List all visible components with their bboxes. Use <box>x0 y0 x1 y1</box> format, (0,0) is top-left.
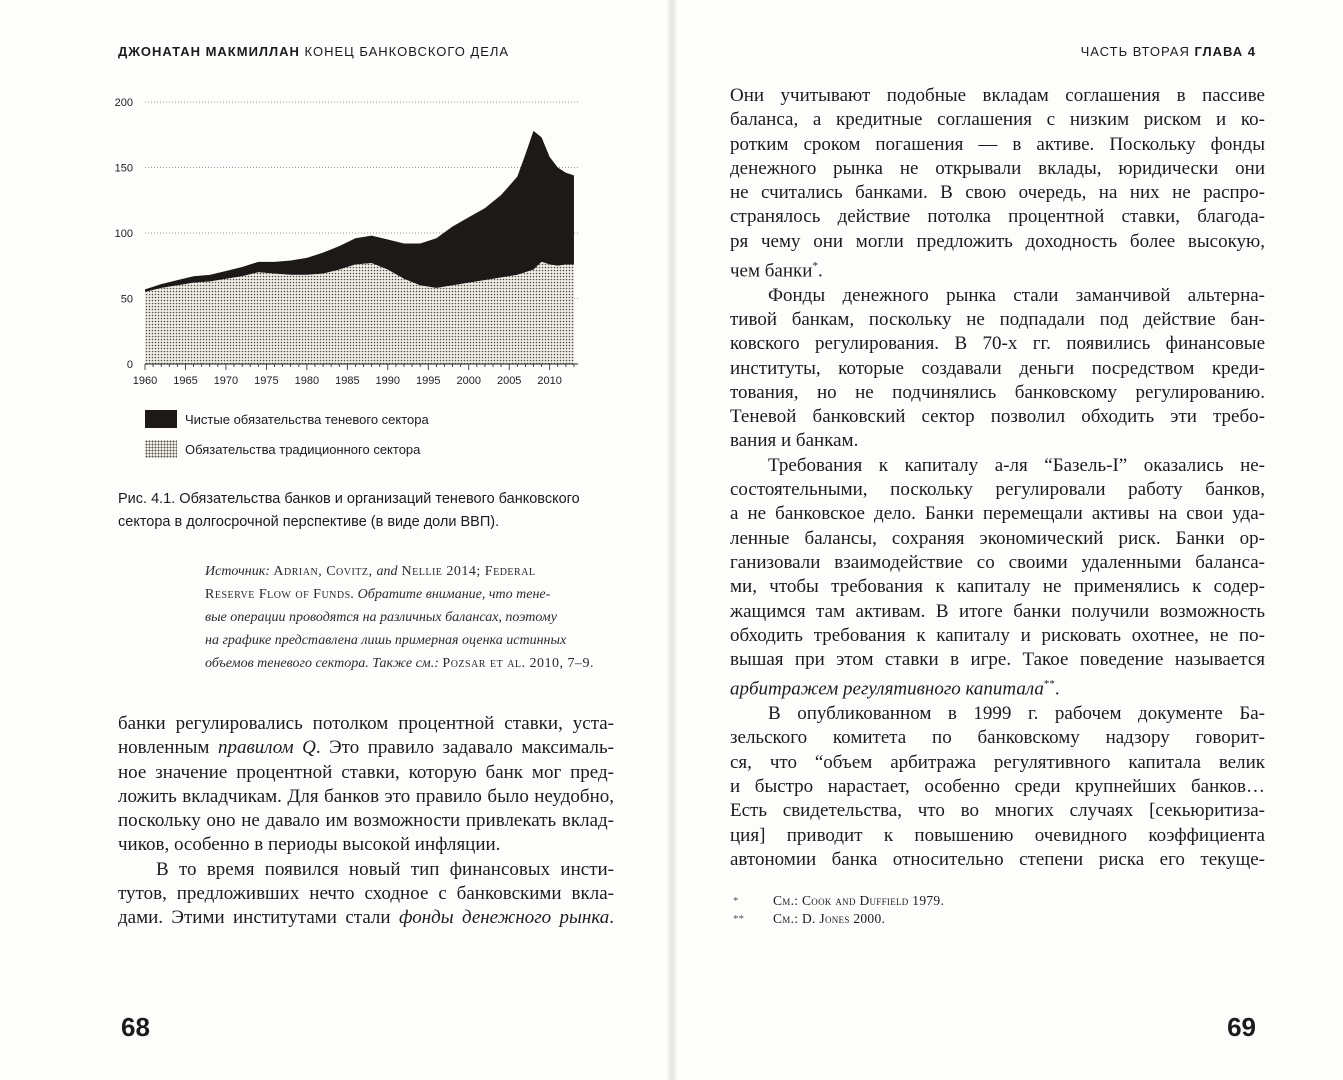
book-title: КОНЕЦ БАНКОВСКОГО ДЕЛА <box>299 44 510 59</box>
x-tick-label: 2000 <box>456 375 481 387</box>
body-line: не считались банками. В свою очередь, на них не распро- <box>730 182 1265 204</box>
chart-legend <box>145 408 429 468</box>
part-label: ЧАСТЬ ВТОРАЯ <box>1080 44 1195 59</box>
body-line: вания и банкам. <box>730 430 859 452</box>
y-tick-label: 0 <box>126 359 133 371</box>
x-tick-label: 1965 <box>173 375 198 387</box>
y-tick-label: 50 <box>120 293 133 306</box>
chapter-label: ГЛАВА 4 <box>1194 44 1256 59</box>
body-line: ря чему они могли предложить доходность более высокую, <box>730 230 1265 252</box>
emphasis-term: правилом Q <box>217 737 316 759</box>
emphasis-term: фонды денежного рынка <box>398 907 610 929</box>
footnote-marker: ** <box>733 913 744 925</box>
body-line: ция] приводит к повышению очевидного коэффициента <box>730 824 1265 846</box>
author-name: ДЖОНАТАН МАКМИЛЛАН <box>118 44 300 59</box>
source-text: and <box>376 564 398 579</box>
body-line: ковского регулирования. В 70-х гг. появились финансовые <box>730 333 1265 355</box>
area-chart <box>112 86 592 406</box>
body-line: дами. Этими институтами стали фонды денежного рынка. <box>118 907 614 929</box>
body-line: Требования к капиталу а-ля “Базель-I” оказались не- <box>768 454 1265 476</box>
body-line: ми, чтобы требования к капиталу не применялись к содер- <box>730 576 1265 598</box>
left-body-text <box>118 712 614 931</box>
footnote-marker: * <box>733 895 739 907</box>
source-authors: Adrian, Covitz, <box>273 564 377 579</box>
body-line: Фонды денежного рынка стали заманчивой альтерна- <box>768 284 1265 306</box>
x-tick-label: 1960 <box>132 375 158 387</box>
body-line: Они учитывают подобные вкладам соглашения в пассиве <box>730 85 1265 106</box>
source-text: на графике представлена лишь примерная оценка истинных <box>205 633 567 648</box>
figure-caption <box>118 488 618 534</box>
body-line: тования, но не подчинялись банковскому регулированию. <box>730 381 1265 403</box>
footnote-ref[interactable]: * <box>812 260 818 273</box>
body-line: поскольку оно не давало им возможности привлекать вклад- <box>118 810 614 832</box>
x-tick-label: 1985 <box>335 375 360 387</box>
right-body-text <box>730 84 1265 872</box>
y-tick-label: 200 <box>114 97 133 109</box>
body-line: тивой банкам, поскольку не подпадали под действие бан- <box>730 309 1265 330</box>
source-authors: Nellie 2014; Federal <box>397 564 536 579</box>
body-line: ное значение процентной ставки, которую банк мог пред- <box>118 761 614 783</box>
source-text: Источник: <box>205 564 274 579</box>
body-line: автономии банка относительно степени риска его текуще- <box>730 848 1265 870</box>
body-line: Есть свидетельства, что во многих случаях [секьюритиза- <box>730 800 1265 822</box>
left-page <box>0 0 668 1080</box>
body-line: баланса, а кредитные соглашения с низким риском и ко- <box>730 109 1265 131</box>
x-tick-label: 1970 <box>213 375 239 387</box>
body-line: ся, что “объем арбитража регулятивного капитала велик <box>730 751 1265 773</box>
legend-swatch-traditional <box>145 440 177 458</box>
body-line: денежного рынка не открывали вклады, юридически они <box>730 157 1265 179</box>
body-line: жащимся там активам. В итоге банки получили возможность <box>730 600 1265 622</box>
legend-label-traditional: Обязательства традиционного сектора <box>185 441 421 457</box>
y-tick-label: 100 <box>114 228 133 240</box>
legend-item-traditional <box>145 438 429 460</box>
body-line: тутов, предложивших нечто сходное с банковскими вкла- <box>118 883 614 905</box>
right-page <box>675 0 1343 1080</box>
body-line: В опубликованном в 1999 г. рабочем документе Ба- <box>768 703 1265 725</box>
x-tick-label: 2010 <box>537 375 562 387</box>
chart-figure <box>112 86 592 406</box>
body-line: институты, которые создавали деньги посредством креди- <box>730 357 1265 379</box>
body-line: ленные балансы, сохраняя экономический риск. Банки ор- <box>730 527 1265 549</box>
x-tick-label: 2005 <box>496 375 522 387</box>
left-running-head <box>118 44 509 59</box>
footnote-text: См.: Cook and Duffield 1979. <box>773 893 945 908</box>
x-tick-label: 1995 <box>416 375 441 387</box>
legend-item-shadow <box>145 408 429 430</box>
body-line: арбитражем регулятивного капитала**. <box>730 678 1060 700</box>
body-line: новленным правилом Q. Это правило задавало максималь- <box>118 737 614 759</box>
body-line: ложить вкладчикам. Для банков это правило было неудобно, <box>118 785 614 807</box>
page-number-left: 68 <box>121 1012 150 1042</box>
page-number-right: 69 <box>1227 1012 1256 1042</box>
body-line: зельского комитета по банковскому надзору говорит- <box>730 727 1265 749</box>
source-text: вые операции проводятся на различных балансах, поэтому <box>205 610 557 625</box>
footnotes <box>733 892 1233 928</box>
emphasis-term: арбитражем регулятивного капитала <box>730 678 1044 700</box>
body-line: обходить требования к капиталу и рисковать охотнее, не по- <box>730 624 1265 646</box>
source-text: . Обратите внимание, что тене- <box>350 587 551 602</box>
body-line: чем банки*. <box>730 260 823 282</box>
body-line: В то время появился новый тип финансовых инсти- <box>156 858 614 880</box>
figure-source-note <box>205 560 615 675</box>
right-running-head <box>1081 44 1256 59</box>
source-text: объемов теневого сектора. Также см.: <box>205 656 443 671</box>
footnote-item <box>733 892 1233 910</box>
x-tick-label: 1980 <box>294 375 320 387</box>
body-line: и быстро нарастает, особенно среди крупнейших банков… <box>730 775 1265 797</box>
body-line: а не банковское дело. Банки перемещали активы на свои уда- <box>730 503 1265 525</box>
footnote-text: См.: D. Jones 2000. <box>773 911 886 926</box>
body-line: ганизовали взаимодействие со своими удаленными баланса- <box>730 551 1265 573</box>
body-line: вышая при этом ставки в игре. Такое поведение называется <box>730 649 1265 671</box>
caption-line: Рис. 4.1. Обязательства банков и организаций теневого банковского <box>118 491 580 507</box>
caption-line: сектора в долгосрочной перспективе (в виде доли ВВП). <box>118 514 500 530</box>
footnote-ref[interactable]: ** <box>1043 678 1055 691</box>
body-line: банки регулировались потолком процентной ставки, уста- <box>118 713 614 734</box>
source-authors: Pozsar et al. 2010, 7–9. <box>442 656 595 671</box>
y-tick-label: 150 <box>114 162 133 175</box>
x-tick-label: 1990 <box>375 375 401 387</box>
x-tick-label: 1975 <box>254 375 279 387</box>
footnote-item <box>733 910 1233 928</box>
legend-swatch-shadow <box>145 410 177 428</box>
body-line: состоятельными, поскольку регулировали работу банков, <box>730 479 1265 501</box>
legend-label-shadow: Чистые обязательства теневого сектора <box>185 411 429 427</box>
body-line: Теневой банковский сектор позволил обходить эти требо- <box>730 406 1265 428</box>
body-line: чиков, особенно в периоды высокой инфляции. <box>118 834 501 856</box>
body-line: странялось действие потолка процентной ставки, благода- <box>730 206 1265 228</box>
body-line: ротким сроком погашения — в активе. Поскольку фонды <box>730 133 1265 155</box>
source-authors: Reserve Flow of Funds <box>205 587 351 602</box>
